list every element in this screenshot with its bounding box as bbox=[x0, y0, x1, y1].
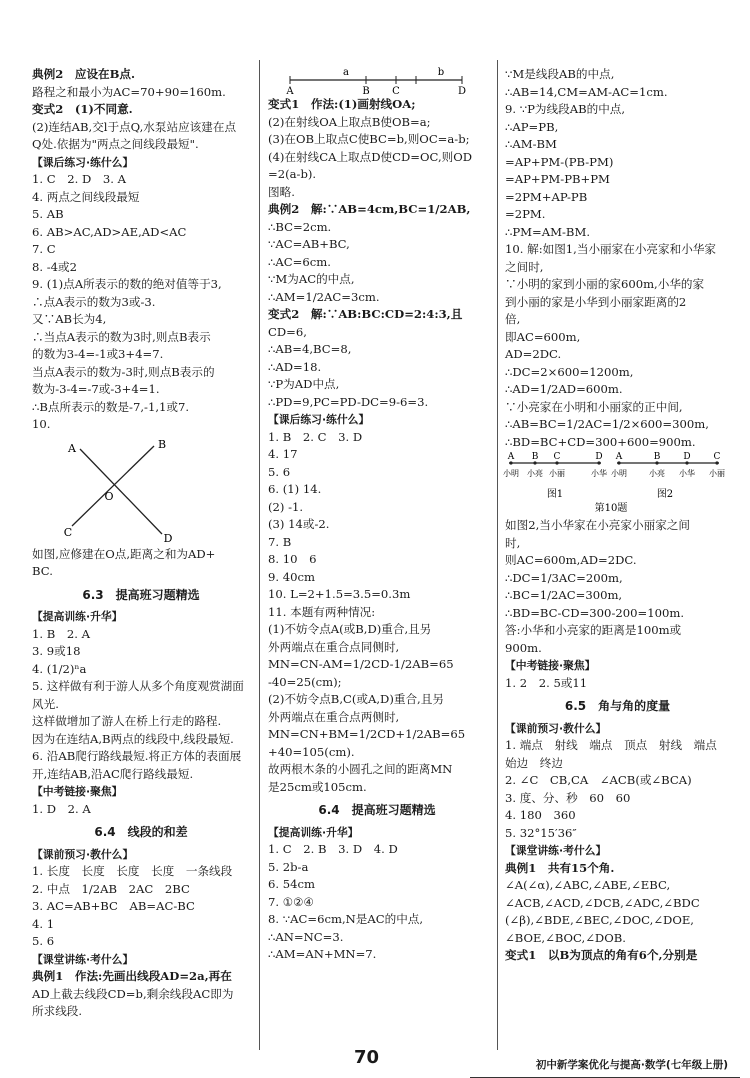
answer-line: ∵小亮家在小明和小丽家的正中间, bbox=[505, 399, 683, 414]
answer-line: ∠A(∠α),∠ABC,∠ABE,∠EBC, bbox=[505, 878, 671, 892]
point-label: A bbox=[507, 452, 515, 462]
answer-line: 7. ①②④ bbox=[268, 894, 314, 909]
segment-AD bbox=[80, 449, 162, 534]
answer-line: ∴当点A表示的数为3时,则点B表示 bbox=[32, 329, 211, 344]
sub-heading: 【课前预习·教什么】 bbox=[32, 847, 134, 861]
example-line: 变式1 以B为顶点的角有6个,分别是 bbox=[505, 948, 698, 962]
answer-line: 1. B 2. A bbox=[32, 626, 90, 641]
answer-line: 则AC=600m,AD=2DC. bbox=[505, 553, 637, 567]
answer-line: 这样做增加了游人在桥上行走的路程. bbox=[32, 714, 222, 728]
answer-line: ∴DC=1/3AC=200m, bbox=[505, 570, 623, 585]
sub-heading: 【课前预习·教什么】 bbox=[505, 721, 607, 735]
answer-line: 1. C 2. B 3. D 4. D bbox=[268, 842, 398, 856]
answer-line: 外两端点在重合点两侧时, bbox=[268, 709, 400, 724]
answer-line: 5. 这样做有利于游人从多个角度观赏湖面 bbox=[32, 679, 244, 693]
example-line: 典例2 应设在B点. bbox=[32, 67, 136, 81]
point-label-B: B bbox=[157, 437, 167, 451]
answer-line: 4. (1/2)ⁿa bbox=[32, 661, 87, 676]
answer-line: CD=6, bbox=[268, 324, 307, 339]
answer-line: 9. ∵P为线段AB的中点, bbox=[505, 102, 626, 116]
answer-line: 4. 180 360 bbox=[505, 808, 576, 822]
answer-line: 8. -4或2 bbox=[32, 259, 78, 274]
answer-line: ∴PM=AM-BM. bbox=[505, 224, 591, 239]
answer-line: =2PM. bbox=[505, 207, 546, 221]
answer-line: 10. 解:如图1,当小丽家在小亮家和小华家 bbox=[505, 242, 716, 256]
answer-line: ∴AP=PB, bbox=[505, 119, 559, 134]
point-label: B bbox=[531, 452, 539, 462]
sub-heading: 【课堂讲练·考什么】 bbox=[32, 952, 134, 966]
answer-line: ∴AD=1/2AD=600m. bbox=[505, 382, 623, 396]
book-title: 初中新学案优化与提高·数学(七年级上册) bbox=[535, 1059, 728, 1071]
answer-line: ∴AM=1/2AC=3cm. bbox=[268, 289, 380, 304]
person-label: 小丽 bbox=[709, 469, 725, 478]
answer-line: 5. 6 bbox=[268, 464, 291, 479]
page-footer bbox=[0, 1047, 750, 1077]
example-line: 变式1 作法:(1)画射线OA; bbox=[268, 97, 416, 111]
answer-line: (2) -1. bbox=[268, 499, 304, 514]
answer-line: 1. D 2. A bbox=[32, 801, 91, 816]
answer-line: ∴BC=1/2AC=300m, bbox=[505, 588, 623, 602]
answer-line: (3) 14或-2. bbox=[268, 517, 330, 531]
answer-line: 之间时, bbox=[505, 259, 544, 274]
answer-line: 1. 2 2. 5或11 bbox=[505, 675, 588, 690]
answer-line: ∴BD=BC+CD=300+600=900m. bbox=[505, 434, 696, 449]
answer-line: (2)不妨令点B,C(或A,D)重合,且另 bbox=[268, 692, 444, 706]
answer-line: 数为-3-4=-7或-3+4=1. bbox=[32, 382, 160, 396]
sub-heading: 【课后练习·练什么】 bbox=[268, 413, 370, 426]
answer-line: (1)不妨令点A(或B,D)重合,且另 bbox=[268, 622, 432, 636]
example-line: 典例1 共有15个角. bbox=[505, 860, 615, 875]
section-title: 6.5 角与角的度量 bbox=[564, 699, 671, 713]
answer-line: 6. (1) 14. bbox=[268, 482, 322, 496]
answer-line: 又∵AB长为4, bbox=[32, 312, 107, 326]
segment-label-a: a bbox=[343, 67, 349, 78]
answer-line: =2PM+AP-PB bbox=[505, 189, 588, 204]
answer-line: (∠β),∠BDE,∠BEC,∠DOC,∠DOE, bbox=[505, 913, 694, 927]
answer-line: 倍, bbox=[505, 312, 521, 326]
answer-line: ∴AB=4,BC=8, bbox=[268, 342, 352, 356]
answer-line: 2. 中点 1/2AB 2AC 2BC bbox=[32, 881, 190, 896]
answer-line: ∴BC=2cm. bbox=[268, 219, 332, 234]
answer-line: -40=25(cm); bbox=[268, 674, 342, 689]
answer-line: (2)连结AB,交l于点Q,水泵站应该建在点 bbox=[32, 119, 237, 134]
answer-line: 开,连结AB,沿AC爬行路线最短. bbox=[32, 766, 194, 781]
answer-line: AD=2DC. bbox=[505, 347, 562, 361]
answer-line: 900m. bbox=[505, 640, 542, 655]
answer-line: 6. 沿AB爬行路线最短.将正方体的表面展 bbox=[32, 749, 242, 763]
point-label-A: A bbox=[286, 86, 294, 97]
answer-line: =2(a-b). bbox=[268, 167, 317, 181]
point-label: C bbox=[713, 452, 721, 462]
point-label: A bbox=[615, 452, 623, 462]
answer-line: 故两根木条的小圆孔之间的距离MN bbox=[268, 762, 453, 776]
answer-line: +40=105(cm). bbox=[268, 744, 355, 759]
answer-line: ∴AM-BM bbox=[505, 137, 557, 151]
answer-line: (3)在OB上取点C使BC=b,则OC=a-b; bbox=[268, 132, 470, 146]
answer-line: 时, bbox=[505, 535, 521, 550]
segment-construction-diagram bbox=[286, 66, 466, 96]
answer-line: ∴AD=18. bbox=[268, 359, 322, 374]
point-label-C: C bbox=[63, 525, 73, 539]
answer-line: 6. AB>AC,AD>AE,AD<AC bbox=[32, 224, 187, 239]
answer-line: 10. bbox=[32, 417, 51, 431]
answer-line: 1. C 2. D 3. A bbox=[32, 172, 126, 186]
answer-line: ∵小明的家到小丽的家600m,小华的家 bbox=[505, 277, 705, 291]
answer-line: 8. 10 6 bbox=[268, 552, 317, 566]
answer-line: ∴PD=9,PC=PD-DC=9-6=3. bbox=[268, 394, 429, 409]
example-line: 典例1 作法:先画出线段AD=2a,再在 bbox=[32, 969, 232, 983]
point-label-O: O bbox=[104, 489, 114, 503]
person-label: 小丽 bbox=[549, 469, 565, 478]
answer-line: 4. 1 bbox=[32, 916, 55, 931]
answer-line: ∠BOE,∠BOC,∠DOB. bbox=[505, 930, 626, 945]
answer-line: =AP+PM-(PB-PM) bbox=[505, 154, 614, 169]
answer-line: 3. AC=AB+BC AB=AC-BC bbox=[32, 899, 195, 913]
sub-heading: 【课后练习·练什么】 bbox=[32, 155, 134, 169]
point-label-A: A bbox=[68, 441, 76, 455]
answer-line: BC. bbox=[32, 564, 53, 578]
section-title: 6.4 提高班习题精选 bbox=[318, 803, 436, 817]
answer-line: 图略. bbox=[268, 184, 295, 199]
person-label: 小明 bbox=[611, 469, 627, 478]
answer-line: 7. C bbox=[32, 242, 56, 256]
answer-line: 3. 度、分、秒 60 60 bbox=[505, 790, 631, 805]
answer-line: 2. ∠C CB,CA ∠ACB(或∠BCA) bbox=[505, 773, 692, 787]
segment-label-b: b bbox=[437, 67, 445, 78]
column-divider bbox=[497, 60, 498, 1050]
page-number: 70 bbox=[354, 1047, 380, 1068]
section-title: 6.3 提高班习题精选 bbox=[82, 587, 200, 602]
answer-line: ∴AB=14,CM=AM-AC=1cm. bbox=[505, 84, 668, 99]
answer-line: ∴B点所表示的数是-7,-1,1或7. bbox=[32, 399, 190, 414]
answer-line: ∵M是线段AB的中点, bbox=[505, 67, 615, 81]
answer-line: ∴点A表示的数为3或-3. bbox=[32, 294, 156, 309]
answer-line: 8. ∵AC=6cm,N是AC的中点, bbox=[268, 912, 424, 926]
answer-line: ∴AB=BC=1/2AC=1/2×600=300m, bbox=[505, 417, 709, 431]
answer-line: 1. 端点 射线 端点 顶点 射线 端点 bbox=[505, 738, 717, 752]
answer-line: 到小丽的家是小华到小丽家距离的2 bbox=[505, 294, 687, 309]
answer-line: 风光. bbox=[32, 696, 59, 711]
sub-heading: 【提高训练·升华】 bbox=[268, 825, 359, 839]
answer-line: 5. 6 bbox=[32, 934, 55, 948]
answer-line: 当点A表示的数为-3时,则点B表示的 bbox=[32, 364, 215, 379]
point-label: B bbox=[653, 452, 661, 462]
sub-heading: 【课堂讲练·考什么】 bbox=[505, 844, 607, 857]
answer-line: 5. 2b-a bbox=[268, 859, 309, 874]
answer-line: (4)在射线CA上取点D使CD=OC,则OD bbox=[268, 149, 473, 164]
example-line: 变式2 解:∵AB:BC:CD=2:4:3,且 bbox=[268, 307, 463, 321]
answer-line: 外两端点在重合点同侧时, bbox=[268, 639, 400, 654]
point-label: D bbox=[683, 452, 691, 462]
answer-line: ∵P为AD中点, bbox=[268, 377, 340, 391]
answer-line: 1. 长度 长度 长度 长度 一条线段 bbox=[32, 864, 233, 878]
person-label: 小华 bbox=[591, 469, 607, 478]
answer-line: 7. B bbox=[268, 534, 292, 549]
point-label: C bbox=[553, 452, 561, 462]
example-line: 变式2 (1)不同意. bbox=[32, 102, 133, 116]
answer-line: Q处.依据为"两点之间线段最短". bbox=[32, 137, 199, 151]
answer-line: ∵M为AC的中点, bbox=[268, 272, 355, 286]
point-label-C: C bbox=[392, 86, 400, 97]
person-label: 小华 bbox=[679, 469, 695, 478]
person-label: 小亮 bbox=[649, 469, 665, 478]
answer-column-2 bbox=[268, 66, 486, 964]
sub-heading: 【提高训练·升华】 bbox=[32, 610, 123, 623]
answer-line: (2)在射线OA上取点B使OB=a; bbox=[268, 114, 431, 129]
answer-line: 6. 54cm bbox=[268, 877, 315, 891]
answer-line: ∴BD=BC-CD=300-200=100m. bbox=[505, 605, 685, 620]
answer-line: 所求线段. bbox=[32, 1004, 83, 1018]
point-label: D bbox=[595, 452, 603, 462]
answer-line: ∠ACB,∠ACD,∠DCB,∠ADC,∠BDC bbox=[505, 895, 700, 910]
person-label: 小明 bbox=[503, 469, 519, 478]
point-label-D: D bbox=[163, 531, 173, 545]
answer-line: 5. 32°15′36″ bbox=[505, 825, 577, 840]
answer-line: AD上截去线段CD=b,剩余线段AC即为 bbox=[32, 986, 234, 1001]
point-label-D: D bbox=[457, 86, 467, 97]
answer-line: 3. 9或18 bbox=[32, 644, 81, 658]
segment-BC bbox=[72, 446, 154, 526]
answer-line: MN=CN-AM=1/2CD-1/2AB=65 bbox=[268, 657, 454, 671]
answer-line: =AP+PM-PB+PM bbox=[505, 172, 610, 186]
answer-line: 9. 40cm bbox=[268, 569, 315, 584]
answer-line: ∴AM=AN+MN=7. bbox=[268, 947, 377, 961]
fig10-intersection-diagram bbox=[62, 434, 182, 546]
answer-line: 4. 两点之间线段最短 bbox=[32, 189, 140, 204]
column-divider bbox=[259, 60, 260, 1050]
answer-line: 是25cm或105cm. bbox=[268, 779, 367, 794]
answer-line: 10. L=2+1.5=3.5=0.3m bbox=[268, 587, 411, 601]
sub-heading: 【中考链接·聚焦】 bbox=[32, 785, 123, 798]
answer-line: ∴DC=2×600=1200m, bbox=[505, 364, 634, 379]
example-line: 典例2 解:∵AB=4cm,BC=1/2AB, bbox=[268, 202, 471, 216]
answer-line: 即AC=600m, bbox=[505, 329, 581, 344]
figure-title: 第10题 bbox=[594, 503, 628, 514]
person-label: 小亮 bbox=[527, 469, 543, 478]
answer-line: MN=CN+BM=1/2CD+1/2AB=65 bbox=[268, 727, 466, 741]
answer-line: 9. (1)点A所表示的数的绝对值等于3, bbox=[32, 277, 222, 291]
answer-line: 11. 本题有两种情况: bbox=[268, 604, 376, 619]
answer-line: 如图,应修建在O点,距离之和为AD+ bbox=[32, 546, 216, 561]
answer-column-1 bbox=[32, 66, 250, 1021]
answer-line: 5. AB bbox=[32, 207, 64, 221]
answer-line: 始边 终边 bbox=[505, 755, 563, 770]
answer-line: 4. 17 bbox=[268, 447, 298, 461]
fig10-number-line-diagram bbox=[505, 451, 725, 517]
answer-line: 1. B 2. C 3. D bbox=[268, 429, 363, 444]
section-title: 6.4 线段的和差 bbox=[94, 825, 188, 839]
answer-line: 的数为3-4=-1或3+4=7. bbox=[32, 347, 164, 361]
answer-line: ∴AN=NC=3. bbox=[268, 929, 344, 944]
figure-caption-2: 图2 bbox=[656, 489, 674, 500]
figure-caption-1: 图1 bbox=[546, 489, 564, 500]
answer-line: 如图2,当小华家在小亮家小丽家之间 bbox=[505, 518, 690, 532]
answer-line: ∵AC=AB+BC, bbox=[268, 237, 350, 251]
point-label-B: B bbox=[362, 86, 370, 97]
answer-line: 答:小华和小亮家的距离是100m或 bbox=[505, 623, 682, 637]
answer-column-3 bbox=[505, 66, 730, 965]
answer-line: ∴AC=6cm. bbox=[268, 254, 331, 269]
answer-line: 路程之和最小为AC=70+90=160m. bbox=[32, 84, 226, 99]
sub-heading: 【中考链接·聚焦】 bbox=[505, 659, 596, 672]
answer-line: 因为在连结A,B两点的线段中,线段最短. bbox=[32, 731, 234, 746]
